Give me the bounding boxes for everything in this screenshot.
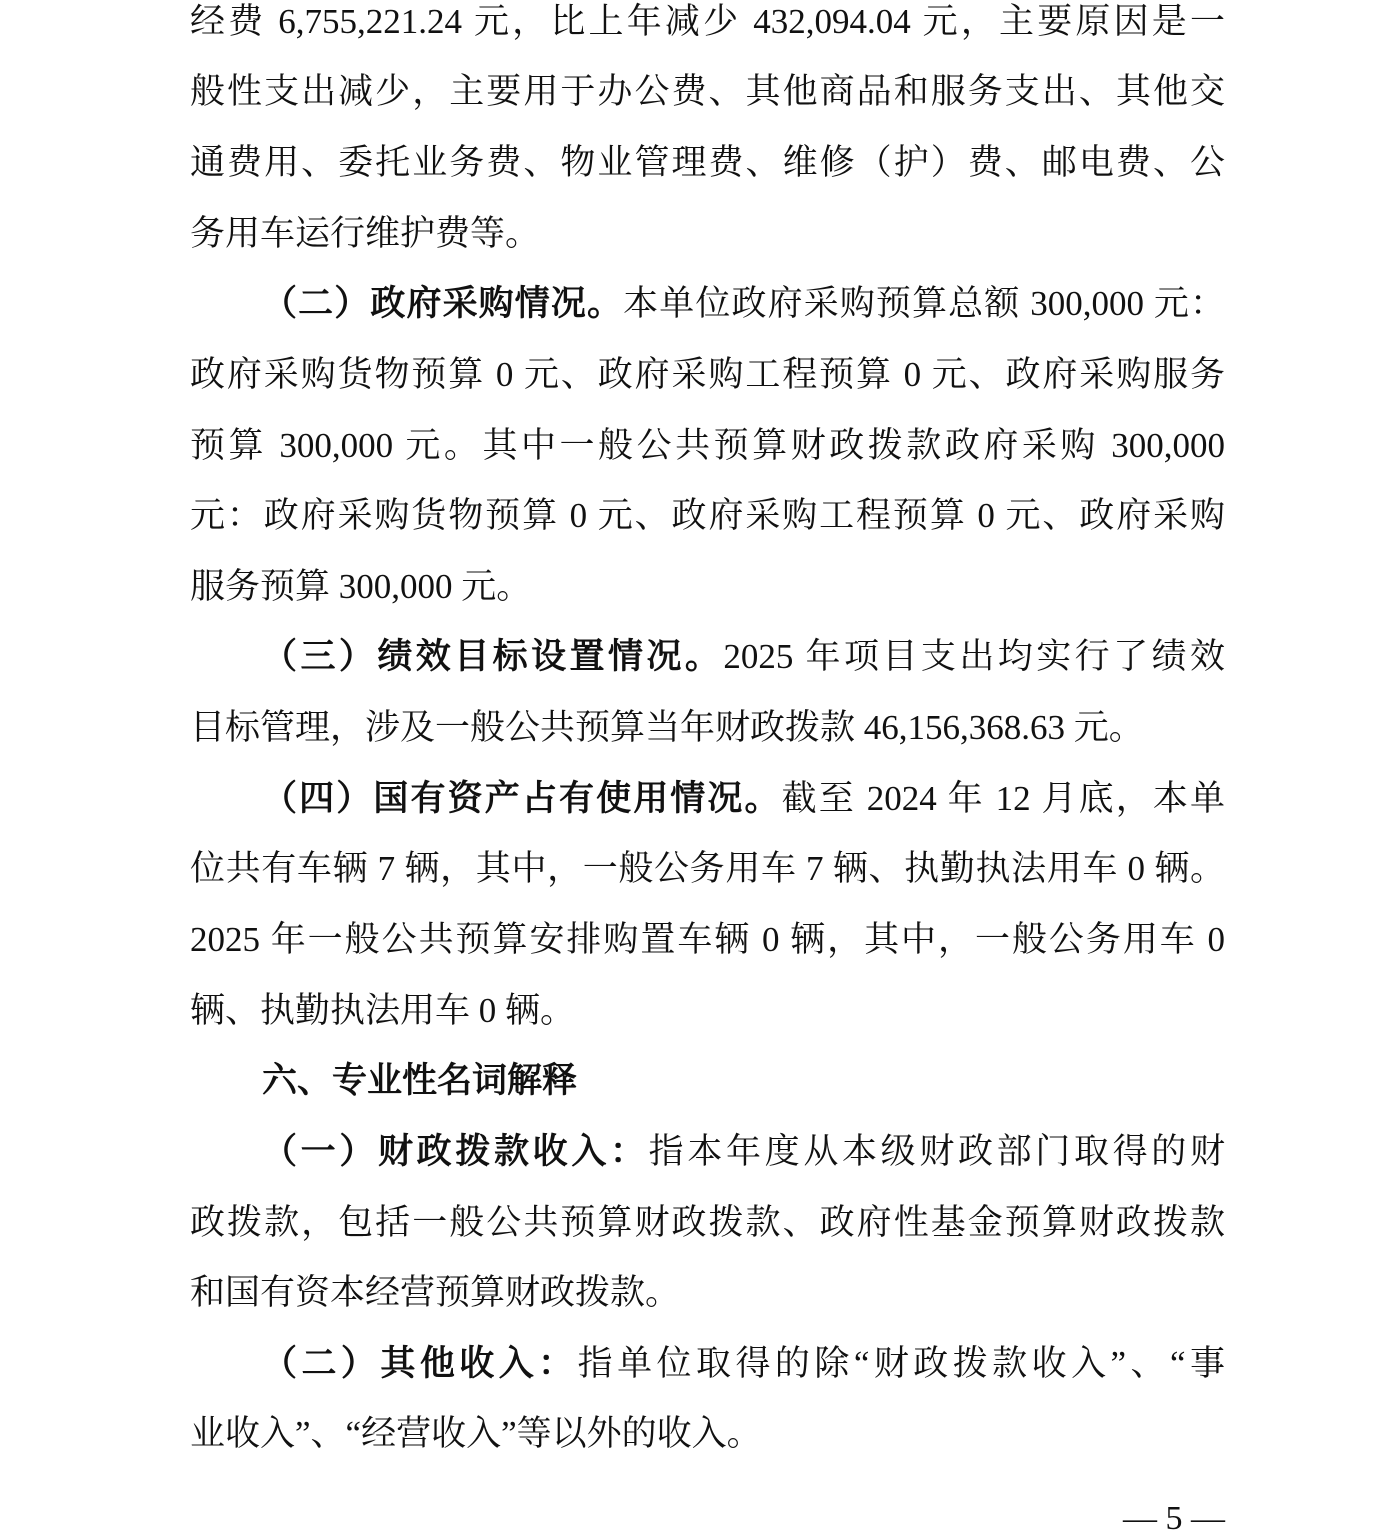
text-line: 政拨款，包括一般公共预算财政拨款、政府性基金预算财政拨款 <box>190 1202 1225 1242</box>
text-line: 目标管理，涉及一般公共预算当年财政拨款 46,156,368.63 元。 <box>190 708 1144 748</box>
text-line <box>190 269 1225 340</box>
page-number: — 5 — <box>1123 1500 1225 1537</box>
text-line: 位共有车辆 7 辆，其中，一般公务用车 7 辆、执勤执法用车 0 辆。 <box>190 849 1225 889</box>
line-text: 本单位政府采购预算总额 300,000 元： <box>623 284 1225 324</box>
paragraph-lead: （二）其他收入： <box>262 1343 578 1383</box>
paragraph-lead: （三）绩效目标设置情况。 <box>262 637 724 677</box>
paragraph-lead: （四）国有资产占有使用情况。 <box>262 778 782 818</box>
text-line: 务用车运行维护费等。 <box>190 213 541 253</box>
text-line: 元：政府采购货物预算 0 元、政府采购工程预算 0 元、政府采购 <box>190 496 1225 536</box>
text-line: 2025 年一般公共预算安排购置车辆 0 辆，其中，一般公务用车 0 <box>190 919 1225 959</box>
text-line <box>190 1117 1225 1188</box>
text-line <box>190 622 1225 693</box>
line-text: 指单位取得的除“财政拨款收入”、“事 <box>577 1343 1225 1383</box>
line-text: 指本年度从本级财政部门取得的财 <box>648 1131 1225 1171</box>
line-text: 2025 年项目支出均实行了绩效 <box>723 637 1225 677</box>
paragraph-lead: （二）政府采购情况。 <box>262 284 624 324</box>
text-line: 服务预算 300,000 元。 <box>190 566 532 606</box>
text-line <box>190 1329 1225 1400</box>
text-line: 般性支出减少，主要用于办公费、其他商品和服务支出、其他交 <box>190 72 1225 112</box>
paragraph-lead: （一）财政拨款收入： <box>262 1131 649 1171</box>
text-line: 政府采购货物预算 0 元、政府采购工程预算 0 元、政府采购服务 <box>190 354 1225 394</box>
text-line: 经费 6,755,221.24 元，比上年减少 432,094.04 元，主要原因是一 <box>190 2 1225 41</box>
line-text: 截至 2024 年 12 月底，本单 <box>781 778 1225 818</box>
text-line: 和国有资本经营预算财政拨款。 <box>190 1273 681 1313</box>
text-line: 通费用、委托业务费、物业管理费、维修（护）费、邮电费、公 <box>190 142 1225 182</box>
section-heading: 六、专业性名词解释 <box>262 1061 578 1101</box>
text-line: 业收入”、“经营收入”等以外的收入。 <box>190 1414 762 1454</box>
document-body <box>190 0 1225 1470</box>
text-line <box>190 764 1225 835</box>
text-line: 辆、执勤执法用车 0 辆。 <box>190 990 576 1030</box>
text-line: 预算 300,000 元。其中一般公共预算财政拨款政府采购 300,000 <box>190 425 1225 465</box>
